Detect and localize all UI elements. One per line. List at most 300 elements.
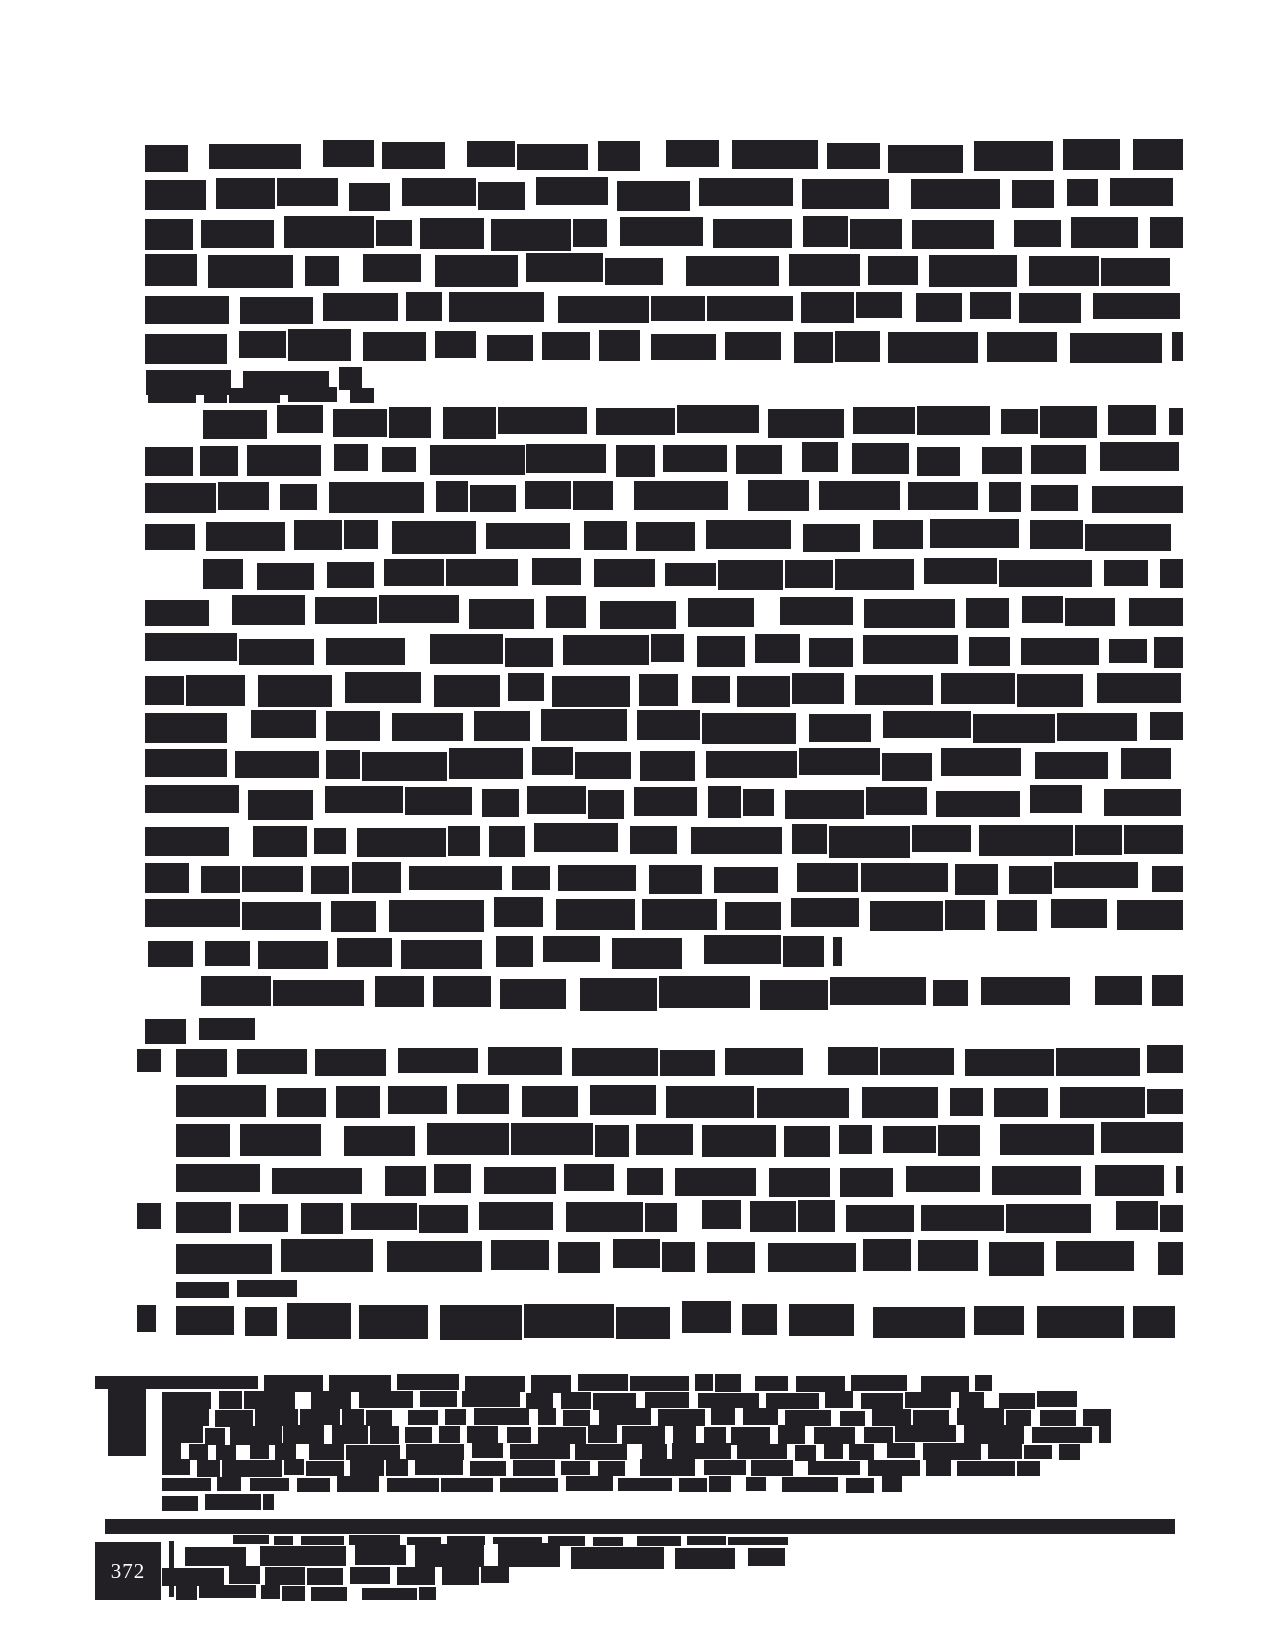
redacted-text-line — [835, 559, 914, 590]
redacted-footer-line — [571, 1547, 664, 1569]
redacted-text-line — [768, 1243, 856, 1272]
redacted-text-line — [552, 676, 630, 708]
redacted-text-line — [1129, 598, 1184, 626]
redacted-text-line — [253, 826, 308, 858]
redacted-footer-line — [355, 1545, 406, 1566]
redacted-text-line — [344, 1126, 415, 1156]
redacted-text-line — [498, 407, 587, 434]
redacted-text-line — [145, 899, 240, 927]
redacted-note-line — [1024, 1445, 1052, 1460]
redacted-note-line — [474, 1408, 530, 1425]
redacted-text-line — [1029, 256, 1099, 287]
redacted-text-line — [315, 1049, 386, 1076]
redacted-text-line — [239, 639, 314, 665]
redacted-note-line — [782, 1477, 838, 1491]
redacted-note-line — [743, 1408, 778, 1426]
redacted-text-line — [651, 634, 685, 662]
redacted-text-line — [639, 674, 679, 706]
redacted-text-line — [677, 405, 759, 433]
redacted-text-line — [556, 899, 634, 930]
redacted-note-line — [462, 1391, 520, 1407]
redacted-text-line — [713, 219, 793, 248]
redacted-text-line — [449, 292, 544, 322]
redacted-text-line — [965, 1049, 1055, 1077]
redacted-text-line — [794, 332, 834, 363]
redacted-text-line — [333, 409, 386, 437]
redacted-text-line — [505, 638, 553, 667]
redacted-text-line — [331, 901, 376, 932]
redacted-text-line — [467, 141, 515, 167]
redacted-footer-line — [637, 1536, 682, 1546]
redacted-note-line — [337, 1476, 379, 1492]
redacted-text-line — [1147, 1089, 1183, 1115]
redacted-text-line — [145, 524, 195, 550]
redacted-text-line — [566, 1202, 643, 1233]
redacted-footer-line — [350, 1567, 390, 1584]
redacted-note-line — [923, 1443, 982, 1460]
redacted-text-line — [448, 826, 480, 857]
redacted-text-line — [642, 899, 717, 931]
redacted-text-line — [1104, 789, 1181, 817]
redacted-text-line — [323, 140, 374, 167]
redacted-text-line — [435, 255, 518, 286]
redacted-text-line — [873, 1307, 965, 1339]
redacted-note-line — [386, 1459, 408, 1475]
redacted-text-line — [981, 977, 1070, 1005]
redacted-text-line — [176, 1049, 227, 1077]
redacted-text-line — [596, 408, 675, 435]
redacted-text-line — [405, 787, 472, 815]
redacted-text-line — [534, 823, 619, 851]
redacted-footer-line — [261, 1585, 280, 1599]
redacted-note-line — [895, 1425, 956, 1442]
redacted-note-line — [766, 1393, 819, 1408]
redacted-note-line — [244, 1391, 296, 1409]
redacted-text-line — [199, 1018, 255, 1040]
redacted-text-line — [989, 482, 1020, 513]
redacted-text-line — [883, 711, 971, 738]
redacted-text-line — [240, 297, 313, 324]
redacted-text-line — [145, 1019, 186, 1044]
redacted-note-line — [162, 1443, 181, 1460]
redacted-text-line — [496, 936, 533, 967]
redacted-text-line — [542, 332, 589, 360]
redacted-text-line — [736, 445, 783, 474]
redacted-note-line — [618, 1478, 672, 1491]
redacted-text-line — [809, 638, 853, 667]
redacted-text-line — [237, 1049, 307, 1074]
redacted-text-line — [651, 296, 705, 321]
redacted-text-line — [1152, 866, 1183, 892]
redacted-text-line — [148, 387, 196, 403]
redacted-text-line — [1040, 406, 1097, 438]
redacted-text-line — [789, 254, 860, 286]
redacted-note-line — [957, 1408, 1004, 1425]
redacted-text-line — [861, 863, 948, 892]
redacted-text-line — [1109, 639, 1147, 664]
redacted-note-line — [250, 1443, 270, 1459]
redacted-text-line — [491, 1240, 550, 1270]
redacted-text-line — [145, 676, 184, 705]
redacted-text-line — [402, 178, 475, 207]
redacted-text-line — [846, 1205, 914, 1232]
redacted-text-line — [706, 751, 797, 778]
redacted-note-line — [284, 1459, 304, 1475]
redacted-text-line — [620, 217, 703, 247]
redacted-text-line — [1150, 712, 1183, 741]
redacted-note-line — [640, 1459, 695, 1476]
redacted-text-line — [1154, 637, 1183, 668]
redacted-note-line — [814, 1427, 855, 1444]
redacted-note-line — [957, 1461, 1015, 1476]
redacted-text-line — [251, 710, 316, 738]
redacted-text-line — [1056, 1241, 1134, 1272]
redacted-text-line — [1037, 1306, 1124, 1338]
redacted-text-line — [145, 254, 197, 286]
redacted-text-line — [436, 481, 468, 512]
redacted-text-line — [634, 481, 728, 510]
redacted-note-line — [905, 1392, 951, 1409]
redacted-text-line — [546, 596, 586, 628]
redacted-text-line — [382, 447, 417, 473]
redacted-note-line — [679, 1478, 707, 1492]
redacted-text-line — [525, 481, 571, 509]
redacted-text-line — [912, 825, 971, 852]
redacted-text-line — [702, 713, 795, 744]
redacted-text-line — [856, 292, 902, 318]
redacted-text-line — [691, 827, 783, 854]
redacted-footer-line — [362, 1588, 418, 1601]
redacted-text-line — [186, 675, 245, 706]
redacted-note-line — [887, 1443, 915, 1458]
redacted-text-line — [640, 751, 696, 782]
redacted-text-line — [494, 897, 542, 927]
redacted-note-line — [673, 1425, 696, 1443]
redacted-note-line — [599, 1408, 651, 1425]
redacted-text-line — [1095, 976, 1142, 1005]
redacted-text-line — [662, 1242, 695, 1272]
redacted-text-line — [969, 637, 1010, 666]
redacted-text-line — [301, 1203, 344, 1234]
redacted-text-line — [1009, 866, 1052, 894]
redacted-note-line — [1017, 1461, 1040, 1476]
redacted-text-line — [242, 902, 320, 931]
redacted-footer-line — [397, 1567, 436, 1584]
redacted-text-line — [675, 1168, 756, 1197]
redacted-note-line — [189, 1444, 208, 1460]
redacted-text-line — [789, 1304, 854, 1337]
redacted-text-line — [572, 1048, 658, 1076]
dropcap-t — [108, 1389, 146, 1456]
redacted-note-line — [630, 1376, 689, 1392]
redacted-note-line — [1032, 1427, 1092, 1444]
redacted-text-line — [491, 219, 571, 251]
redacted-text-line — [966, 598, 1010, 629]
redacted-text-line — [350, 388, 374, 404]
redacted-text-line — [1054, 862, 1138, 888]
redacted-text-line — [1116, 1201, 1157, 1230]
redacted-text-line — [1021, 638, 1098, 665]
redacted-text-line — [176, 1244, 272, 1274]
redacted-text-line — [508, 673, 544, 701]
redacted-footer-line — [687, 1536, 726, 1544]
redacted-text-line — [1067, 179, 1098, 207]
redacted-text-line — [1100, 442, 1179, 471]
redacted-text-line — [558, 1242, 600, 1273]
redacted-text-line — [314, 828, 346, 854]
redacted-text-line — [218, 482, 269, 510]
redacted-text-line — [630, 826, 678, 854]
redacted-text-line — [479, 1202, 552, 1231]
redacted-text-line — [613, 1239, 660, 1268]
redacted-text-line — [791, 898, 859, 927]
redacted-text-line — [659, 976, 750, 1008]
redacted-text-line — [1001, 409, 1038, 435]
redacted-text-line — [1176, 1166, 1183, 1193]
redacted-text-line — [833, 937, 843, 966]
redacted-text-line — [936, 791, 1021, 818]
redacted-note-line — [283, 1425, 323, 1443]
redacted-text-line — [1097, 673, 1180, 704]
redacted-text-line — [665, 563, 716, 587]
redacted-note-line — [445, 1409, 465, 1425]
redacted-note-line — [510, 1444, 569, 1459]
redacted-note-line — [255, 1409, 298, 1426]
redacted-text-line — [558, 296, 649, 324]
redacted-text-line — [809, 714, 871, 742]
redacted-note-line — [598, 1461, 625, 1476]
list-marker — [137, 1049, 161, 1072]
redacted-note-line — [472, 1443, 503, 1458]
redacted-text-line — [768, 409, 844, 438]
redacted-note-line — [642, 1444, 666, 1460]
redacted-text-line — [351, 1203, 417, 1230]
redacted-text-line — [145, 483, 216, 513]
page-number-box — [95, 1542, 161, 1600]
redacted-text-line — [526, 444, 606, 474]
redacted-footer-line — [311, 1587, 347, 1601]
redacted-text-line — [145, 713, 227, 744]
redacted-text-line — [327, 562, 374, 588]
redacted-note-line — [849, 1444, 873, 1460]
redacted-note-line — [704, 1460, 746, 1475]
redacted-footer-line — [498, 1543, 561, 1567]
redacted-text-line — [389, 407, 432, 438]
redacted-note-line — [731, 1427, 770, 1445]
redacted-text-line — [401, 940, 481, 968]
redacted-text-line — [973, 714, 1054, 742]
redacted-text-line — [375, 976, 424, 1007]
redacted-note-line — [513, 1460, 555, 1476]
redacted-note-line — [926, 1460, 950, 1476]
redacted-text-line — [532, 747, 573, 775]
redacted-text-line — [637, 710, 700, 740]
redacted-note-line — [215, 1410, 252, 1427]
redacted-text-line — [880, 1048, 954, 1076]
redacted-text-line — [1093, 293, 1180, 319]
redacted-text-line — [737, 676, 790, 707]
redacted-text-line — [686, 256, 778, 286]
page-number: 372 — [110, 1558, 146, 1583]
redacted-note-line — [959, 1392, 984, 1409]
redacted-text-line — [798, 1200, 835, 1232]
redacted-note-line — [588, 1425, 617, 1443]
redacted-note-line — [342, 1409, 365, 1427]
redacted-text-line — [487, 335, 534, 361]
redacted-text-line — [595, 1125, 628, 1157]
redacted-text-line — [852, 443, 909, 474]
redacted-text-line — [384, 559, 444, 585]
redacted-note-line — [366, 1410, 392, 1426]
redacted-text-line — [692, 676, 730, 703]
redacted-footer-line — [593, 1537, 623, 1546]
redacted-text-line — [564, 1164, 614, 1191]
redacted-text-line — [527, 786, 586, 813]
redacted-note-line — [1059, 1444, 1080, 1460]
redacted-footer-line — [307, 1568, 343, 1585]
redacted-text-line — [742, 1304, 776, 1335]
redacted-text-line — [830, 977, 926, 1005]
redacted-text-line — [1014, 220, 1062, 247]
redacted-text-line — [718, 560, 783, 591]
redacted-text-line — [273, 980, 364, 1006]
redacted-text-line — [488, 1047, 562, 1075]
redacted-text-line — [634, 787, 697, 816]
redacted-note-line — [825, 1391, 852, 1408]
redacted-text-line — [536, 177, 607, 204]
redacted-note-line — [526, 1393, 553, 1409]
redacted-note-line — [566, 1476, 612, 1490]
redacted-text-line — [478, 182, 525, 211]
redacted-note-line — [311, 1391, 351, 1409]
redacted-text-line — [573, 481, 613, 510]
redacted-text-line — [434, 1164, 471, 1193]
redacted-text-line — [605, 258, 664, 286]
redacted-text-line — [930, 519, 1019, 548]
redacted-text-line — [1172, 332, 1183, 362]
redacted-text-line — [870, 901, 944, 932]
redacted-text-line — [201, 976, 271, 1006]
redacted-text-line — [524, 1304, 614, 1338]
redacted-text-line — [1095, 1165, 1165, 1196]
redacted-text-line — [277, 178, 338, 207]
redacted-text-line — [145, 633, 237, 661]
redacted-note-line — [297, 1478, 331, 1492]
redacted-note-line — [921, 1376, 968, 1392]
redacted-note-line — [346, 1445, 400, 1461]
redacted-text-line — [389, 900, 484, 932]
redacted-text-line — [247, 445, 321, 477]
redacted-text-line — [176, 1282, 229, 1298]
redacted-text-line — [706, 520, 791, 549]
redacted-text-line — [666, 140, 719, 167]
redacted-note-line — [658, 1409, 705, 1426]
redacted-text-line — [982, 447, 1023, 474]
redacted-note-line — [387, 1478, 439, 1492]
redacted-text-line — [482, 789, 519, 817]
redacted-text-line — [584, 521, 627, 550]
redacted-text-line — [850, 219, 902, 249]
redacted-note-line — [465, 1376, 524, 1392]
redacted-note-line — [415, 1459, 463, 1475]
redacted-text-line — [242, 866, 303, 892]
redacted-text-line — [1057, 713, 1138, 741]
redacted-text-line — [873, 520, 924, 550]
redacted-text-line — [489, 826, 525, 857]
redacted-note-line — [561, 1392, 591, 1409]
redacted-text-line — [311, 866, 350, 894]
redacted-text-line — [388, 1086, 447, 1114]
redacted-text-line — [1124, 825, 1183, 854]
redacted-text-line — [588, 790, 623, 819]
redacted-note-line — [964, 1425, 1024, 1444]
redacted-note-line — [359, 1391, 413, 1408]
redacted-text-line — [979, 825, 1072, 856]
redacted-text-line — [200, 446, 238, 476]
redacted-text-line — [258, 941, 328, 969]
redacted-text-line — [882, 753, 932, 782]
redacted-text-line — [682, 1301, 732, 1332]
redacted-text-line — [1000, 1124, 1094, 1156]
redacted-text-line — [379, 595, 458, 623]
redacted-text-line — [864, 599, 955, 629]
redacted-text-line — [440, 1305, 522, 1340]
redacted-text-line — [1017, 674, 1084, 707]
redacted-text-line — [148, 941, 193, 967]
redacted-text-line — [326, 711, 380, 742]
redacted-footer-line — [728, 1537, 788, 1546]
redacted-text-line — [769, 1168, 830, 1197]
redacted-text-line — [750, 1201, 796, 1232]
redacted-text-line — [359, 1305, 428, 1339]
redacted-text-line — [239, 1204, 288, 1232]
redacted-text-line — [145, 334, 227, 364]
redacted-text-line — [176, 1164, 260, 1192]
redacted-text-line — [385, 1166, 426, 1196]
redacted-text-line — [1056, 1048, 1140, 1077]
redacted-text-line — [1006, 1204, 1092, 1233]
redacted-footer-line — [260, 1546, 346, 1566]
redacted-text-line — [176, 1085, 266, 1118]
redacted-text-line — [997, 900, 1037, 932]
redacted-text-line — [827, 143, 881, 169]
redacted-footer-line — [419, 1587, 436, 1600]
redacted-text-line — [1022, 596, 1063, 624]
redacted-note-line — [538, 1408, 556, 1425]
redacted-text-line — [1121, 748, 1171, 779]
redacted-note-line — [575, 1444, 627, 1460]
redacted-text-line — [594, 559, 655, 587]
redacted-note-line — [205, 1428, 225, 1445]
redacted-text-line — [1035, 752, 1109, 779]
redacted-text-line — [797, 863, 858, 893]
redacted-text-line — [288, 329, 352, 361]
redacted-text-line — [702, 1200, 741, 1229]
redacted-text-line — [1092, 486, 1183, 513]
redacted-note-line — [622, 1426, 665, 1444]
redacted-text-line — [1133, 1306, 1175, 1338]
redacted-text-line — [627, 1168, 662, 1195]
redacted-text-line — [145, 447, 193, 477]
redacted-text-line — [237, 1280, 297, 1297]
redacted-text-line — [329, 482, 424, 512]
redacted-note-line — [162, 1478, 211, 1492]
redacted-text-line — [205, 941, 250, 966]
redacted-note-line — [467, 1426, 498, 1443]
redacted-note-line — [975, 1375, 992, 1391]
redacted-note-line — [751, 1460, 793, 1476]
redacted-text-line — [707, 296, 794, 322]
